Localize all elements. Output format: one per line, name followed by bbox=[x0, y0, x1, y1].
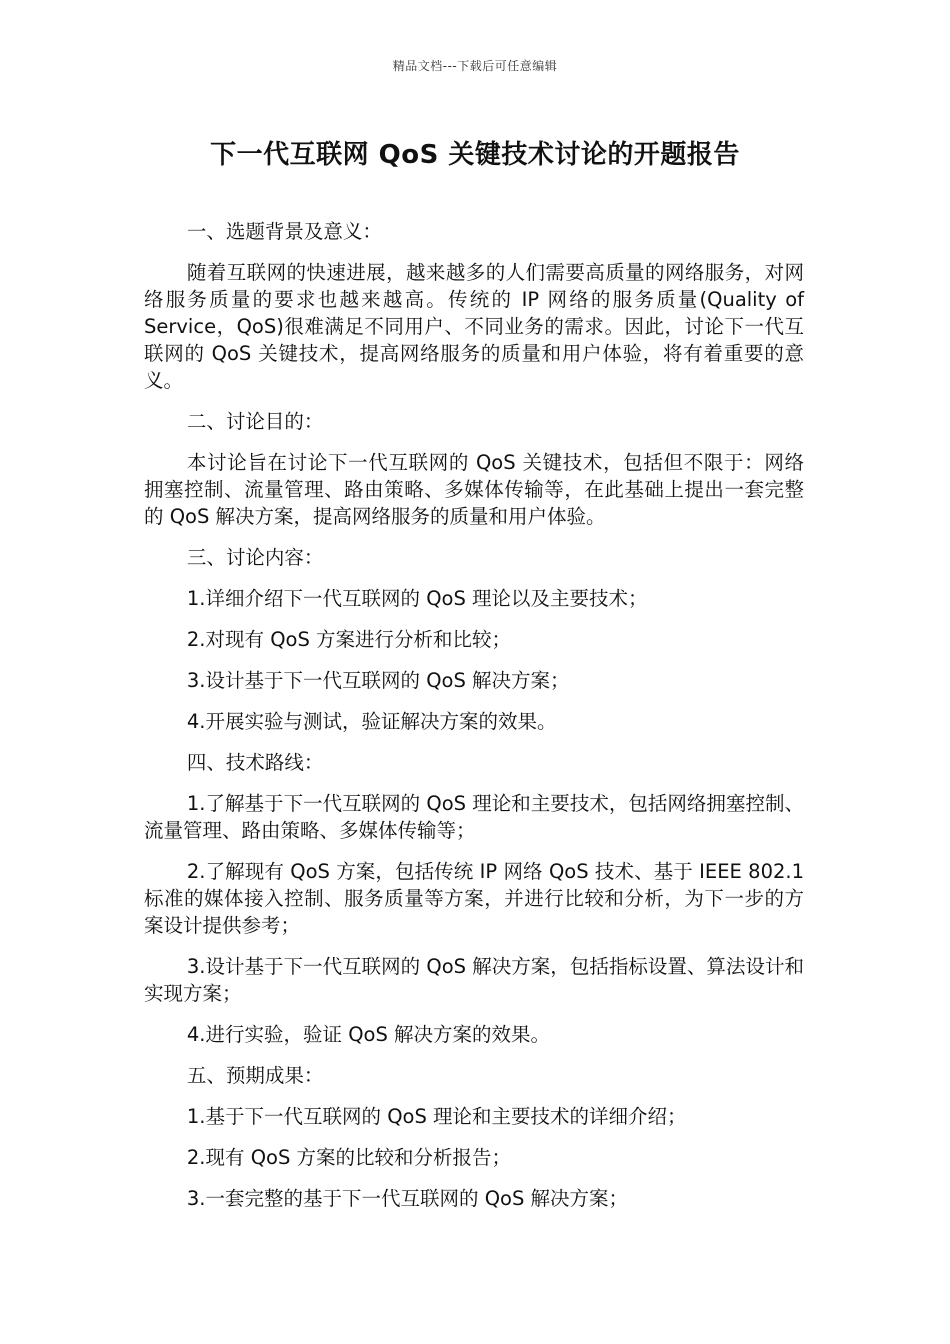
document-title: 下一代互联网 QoS 关键技术讨论的开题报告 bbox=[210, 140, 740, 170]
list-item-route-2: 2.了解现有 QoS 方案，包括传统 IP 网络 QoS 技术、基于 IEEE 802.1 标准的媒体接入控制、服务质量等方案，并进行比较和分析，为下一步的方案设计提供参考； bbox=[144, 860, 804, 937]
paragraph-purpose: 本讨论旨在讨论下一代互联网的 QoS 关键技术，包括但不限于：网络拥塞控制、流量管理、路由策略、多媒体传输等，在此基础上提出一套完整的 QoS 解决方案，提高网络服务的质量和用户体验。 bbox=[144, 451, 804, 528]
list-item-content-2: 2.对现有 QoS 方案进行分析和比较； bbox=[186, 628, 512, 651]
paragraph-background: 随着互联网的快速进展，越来越多的人们需要高质量的网络服务，对网络服务质量的要求也越来越高。传统的 IP 网络的服务质量(Quality of Service，QoS)很难满足不同用户、不同业务的需求。因此，讨论下一代互联网的 QoS 关键技术，提高网络服务的质量和用户体验，将有着重要的意义。 bbox=[144, 261, 804, 392]
list-item-route-4: 4.进行实验，验证 QoS 解决方案的效果。 bbox=[186, 1023, 551, 1046]
list-item-route-1: 1.了解基于下一代互联网的 QoS 理论和主要技术，包括网络拥塞控制、流量管理、路由策略、多媒体传输等； bbox=[144, 792, 804, 842]
section-heading-expected-results: 五、预期成果： bbox=[186, 1064, 324, 1087]
list-item-content-1: 1.详细介绍下一代互联网的 QoS 理论以及主要技术； bbox=[186, 587, 648, 610]
list-item-result-3: 3.一套完整的基于下一代互联网的 QoS 解决方案； bbox=[186, 1187, 629, 1210]
section-heading-technical-route: 四、技术路线： bbox=[186, 751, 324, 774]
list-item-content-4: 4.开展实验与测试，验证解决方案的效果。 bbox=[186, 710, 557, 733]
section-heading-content: 三、讨论内容： bbox=[186, 546, 324, 569]
section-heading-purpose: 二、讨论目的： bbox=[186, 410, 324, 433]
section-heading-background: 一、选题背景及意义： bbox=[186, 220, 382, 243]
list-item-route-3: 3.设计基于下一代互联网的 QoS 解决方案，包括指标设置、算法设计和实现方案； bbox=[144, 955, 804, 1005]
document-body bbox=[144, 218, 804, 1226]
list-item-result-2: 2.现有 QoS 方案的比较和分析报告； bbox=[186, 1146, 512, 1169]
page-header-note: 精品文档---下载后可任意编辑 bbox=[392, 59, 558, 73]
list-item-result-1: 1.基于下一代互联网的 QoS 理论和主要技术的详细介绍； bbox=[186, 1105, 687, 1128]
list-item-content-3: 3.设计基于下一代互联网的 QoS 解决方案； bbox=[186, 669, 570, 692]
